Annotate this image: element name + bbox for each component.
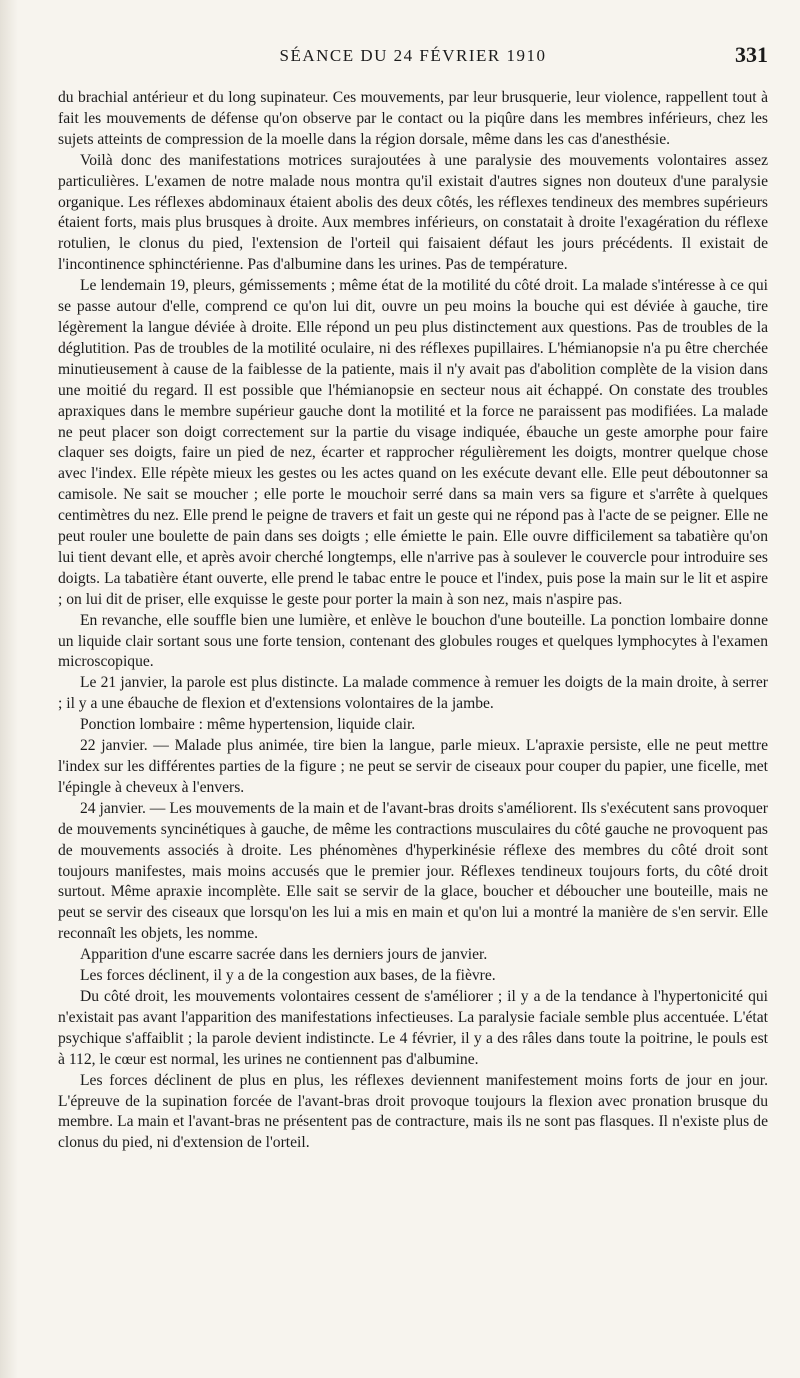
paragraph: Apparition d'une escarre sacrée dans les derniers jours de janvier. xyxy=(80,946,488,964)
running-title: SÉANCE DU 24 FÉVRIER 1910 xyxy=(279,46,547,65)
paragraph: Du côté droit, les mouvements volontaires cessent de s'améliorer ; il y a de la tendance à l'hypertonicité qui n'existait pas avant l'apparition des manifestations infectieuses. La paralysie faciale semble plus accentuée. L'état psychique s'affaiblit ; la parole devient indistincte. Le 4 février, il y a des râles dans toute la poitrine, le pouls est à 112, le cœur est normal, les urines ne contiennent pas d'albumine. xyxy=(58,987,768,1068)
page-gutter-shadow xyxy=(0,0,18,1378)
page-number: 331 xyxy=(735,42,768,67)
paragraph-continued: du brachial antérieur et du long supinateur. Ces mouvements, par leur brusquerie, leur violence, rappellent tout à fait les mouvements de défense qu'on observe par le contact ou la piqûre dans les membres inférieurs, chez les sujets atteints de compression de la moelle dans la région dorsale, même dans les cas d'anesthésie. xyxy=(58,89,768,148)
paragraph: Le lendemain 19, pleurs, gémissements ; même état de la motilité du côté droit. La malade s'intéresse à ce qui se passe autour d'elle, comprend ce qu'on lui dit, ouvre un peu moins la bouche qui est déviée à gauche, tire légèrement la langue déviée à droite. Elle répond un peu plus distinctement aux questions. Pas de troubles de la déglutition. Pas de troubles de la motilité oculaire, ni des réflexes pupillaires. L'hémianopsie n'a pu être cherchée minutieusement à cause de la faiblesse de la patiente, mais il n'y avait pas d'abolition complète de la vision dans une moitié du regard. Il est possible que l'hémianopsie en secteur nous ait échappé. On constate des troubles apraxiques dans le membre supérieur gauche dont la motilité et la force ne paraissent pas modifiées. La malade ne peut placer son doigt correctement sur la partie du visage indiquée, ébauche un geste amorphe pour faire claquer ses doigts, faire un pied de nez, écarter et rapprocher régulièrement les doigts, montrer quelque chose avec l'index. Elle répète mieux les gestes ou les actes quand on les exécute devant elle. Elle peut déboutonner sa camisole. Ne sait se moucher ; elle porte le mouchoir serré dans sa main vers sa figure et s'arrête à quelques centimètres du nez. Elle prend le peigne de travers et fait un geste qui ne répond pas à l'acte de se peigner. Elle ne peut rouler une boulette de pain dans ses doigts ; elle émiette le pain. Elle ouvre difficilement sa tabatière qu'on lui tient devant elle, et après avoir cherché longtemps, elle n'arrive pas à soulever le couvercle pour introduire ses doigts. La tabatière étant ouverte, elle prend le tabac entre le pouce et l'index, puis pose la main sur le lit et aspire ; on lui dit de priser, elle exquisse le geste pour porter la main à son nez, mais n'aspire pas. xyxy=(58,277,768,608)
paragraph: 24 janvier. — Les mouvements de la main et de l'avant-bras droits s'améliorent. Ils s'exécutent sans provoquer de mouvements syncinétiques à gauche, de même les contractions musculaires du côté gauche ne provoquent pas de mouvements associés à droite. Les phénomènes d'hyperkinésie réflexe des membres du côté droit sont toujours manifestes, mais moins accusés que le premier jour. Réflexes tendineux toujours forts, du côté droit surtout. Même apraxie incomplète. Elle sait se servir de la glace, boucher et déboucher une bouteille, mais ne peut se servir des ciseaux que lorsqu'on les lui a mis en main et qu'on lui a montré la manière de s'en servir. Elle reconnaît les objets, les nomme. xyxy=(58,799,768,943)
paragraph: Ponction lombaire : même hypertension, liquide clair. xyxy=(80,716,416,734)
body-text xyxy=(58,88,768,1154)
paragraph: En revanche, elle souffle bien une lumière, et enlève le bouchon d'une bouteille. La ponction lombaire donne un liquide clair sortant sous une forte tension, contenant des globules rouges et quelques lymphocytes à l'examen microscopique. xyxy=(58,611,768,671)
running-header xyxy=(58,40,768,74)
paragraph: Les forces déclinent de plus en plus, les réflexes deviennent manifestement moins forts de jour en jour. L'épreuve de la supination forcée de l'avant-bras droit provoque toujours la flexion avec pronation brusque du membre. La main et l'avant-bras ne présentent pas de contracture, mais ils ne sont pas flasques. Il n'existe plus de clonus du pied, ni d'extension de l'orteil. xyxy=(58,1071,768,1152)
paragraph: Voilà donc des manifestations motrices surajoutées à une paralysie des mouvements volontaires assez particulières. L'examen de notre malade nous montra qu'il existait d'autres signes non douteux d'une paralysie organique. Les réflexes abdominaux étaient abolis des deux côtés, les réflexes tendineux des membres supérieurs étaient forts, mais plus brusques à droite. Aux membres inférieurs, on constatait à droite l'exagération du réflexe rotulien, le clonus du pied, l'extension de l'orteil qui faisaient défaut les jours précédents. Il existait de l'incontinence sphinctérienne. Pas d'albumine dans les urines. Pas de température. xyxy=(58,151,768,274)
paragraph: Les forces déclinent, il y a de la congestion aux bases, de la fièvre. xyxy=(80,967,496,985)
paragraph: Le 21 janvier, la parole est plus distincte. La malade commence à remuer les doigts de la main droite, à serrer ; il y a une ébauche de flexion et d'extensions volontaires de la jambe. xyxy=(58,674,768,713)
paragraph: 22 janvier. — Malade plus animée, tire bien la langue, parle mieux. L'apraxie persiste, elle ne peut mettre l'index sur les différentes parties de la figure ; ne peut se servir de ciseaux pour couper du papier, une ficelle, met l'épingle à cheveux à l'envers. xyxy=(58,737,768,796)
